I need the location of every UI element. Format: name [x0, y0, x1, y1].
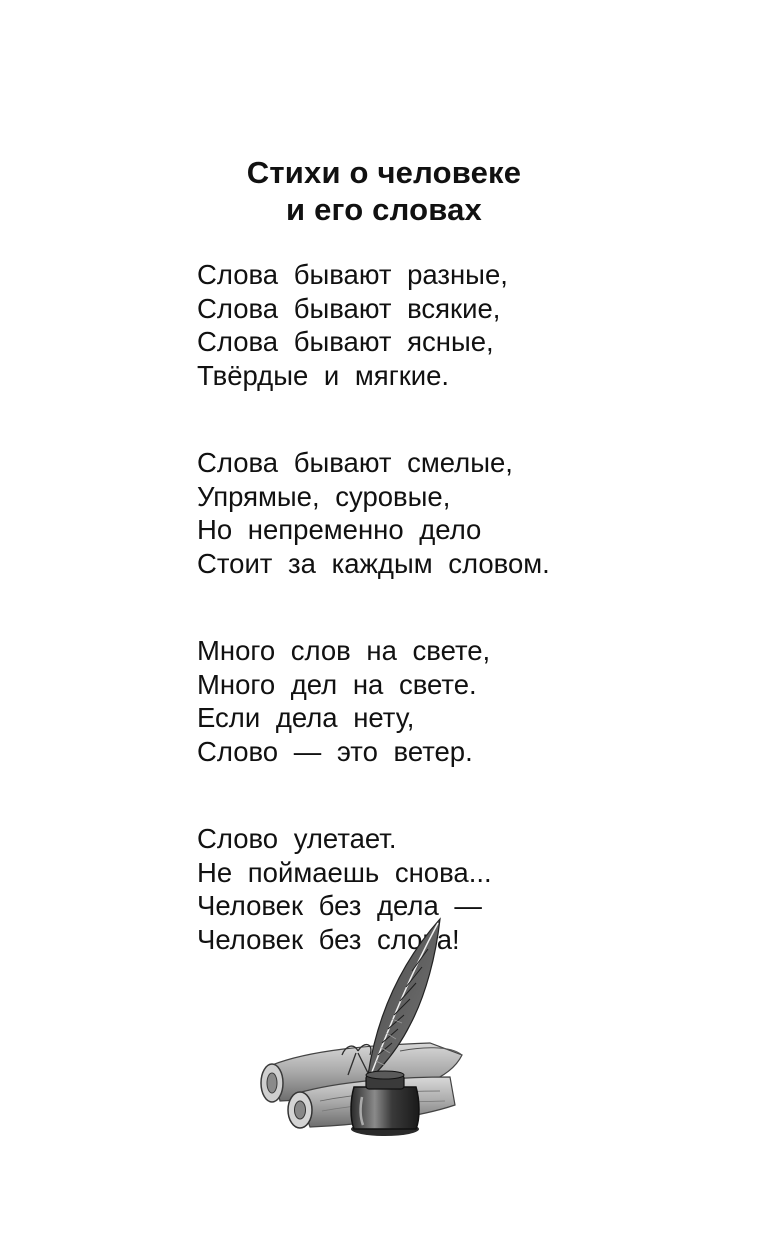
poem-title — [0, 154, 768, 228]
poem-line: Слова бывают ясные, — [197, 326, 494, 357]
poem-line: Твёрдые и мягкие. — [197, 359, 450, 391]
poem-line: Если дела нету, — [197, 702, 415, 733]
poem-line: Слово — это ветер. — [197, 735, 473, 767]
poem-line: Слова бывают всякие, — [197, 292, 501, 324]
poem-line: Но непременно дело — [197, 514, 482, 545]
stanza-2 — [197, 446, 717, 580]
stanza-1 — [197, 258, 717, 392]
poem-title-line-1: Стихи о человеке — [246, 155, 522, 190]
poem-body — [197, 258, 717, 1010]
stanza-3 — [197, 634, 717, 768]
poem-line: Много дел на свете. — [197, 668, 477, 700]
poem-line: Слова бывают смелые, — [197, 447, 513, 478]
poem-line: Не поймаешь снова... — [197, 856, 492, 888]
poem-line: Слова бывают разные, — [197, 259, 508, 290]
poem-line: Человек без слова! — [197, 923, 460, 955]
poem-line: Слово улетает. — [197, 823, 397, 854]
poem-title-line-2: и его словах — [286, 192, 482, 227]
quill-inkwell-scrolls-illustration — [250, 905, 480, 1145]
poem-line: Человек без дела — — [197, 890, 482, 921]
poem-line: Много слов на свете, — [197, 635, 491, 666]
poem-line: Стоит за каждым словом. — [197, 547, 550, 579]
poem-line: Упрямые, суровые, — [197, 480, 451, 512]
